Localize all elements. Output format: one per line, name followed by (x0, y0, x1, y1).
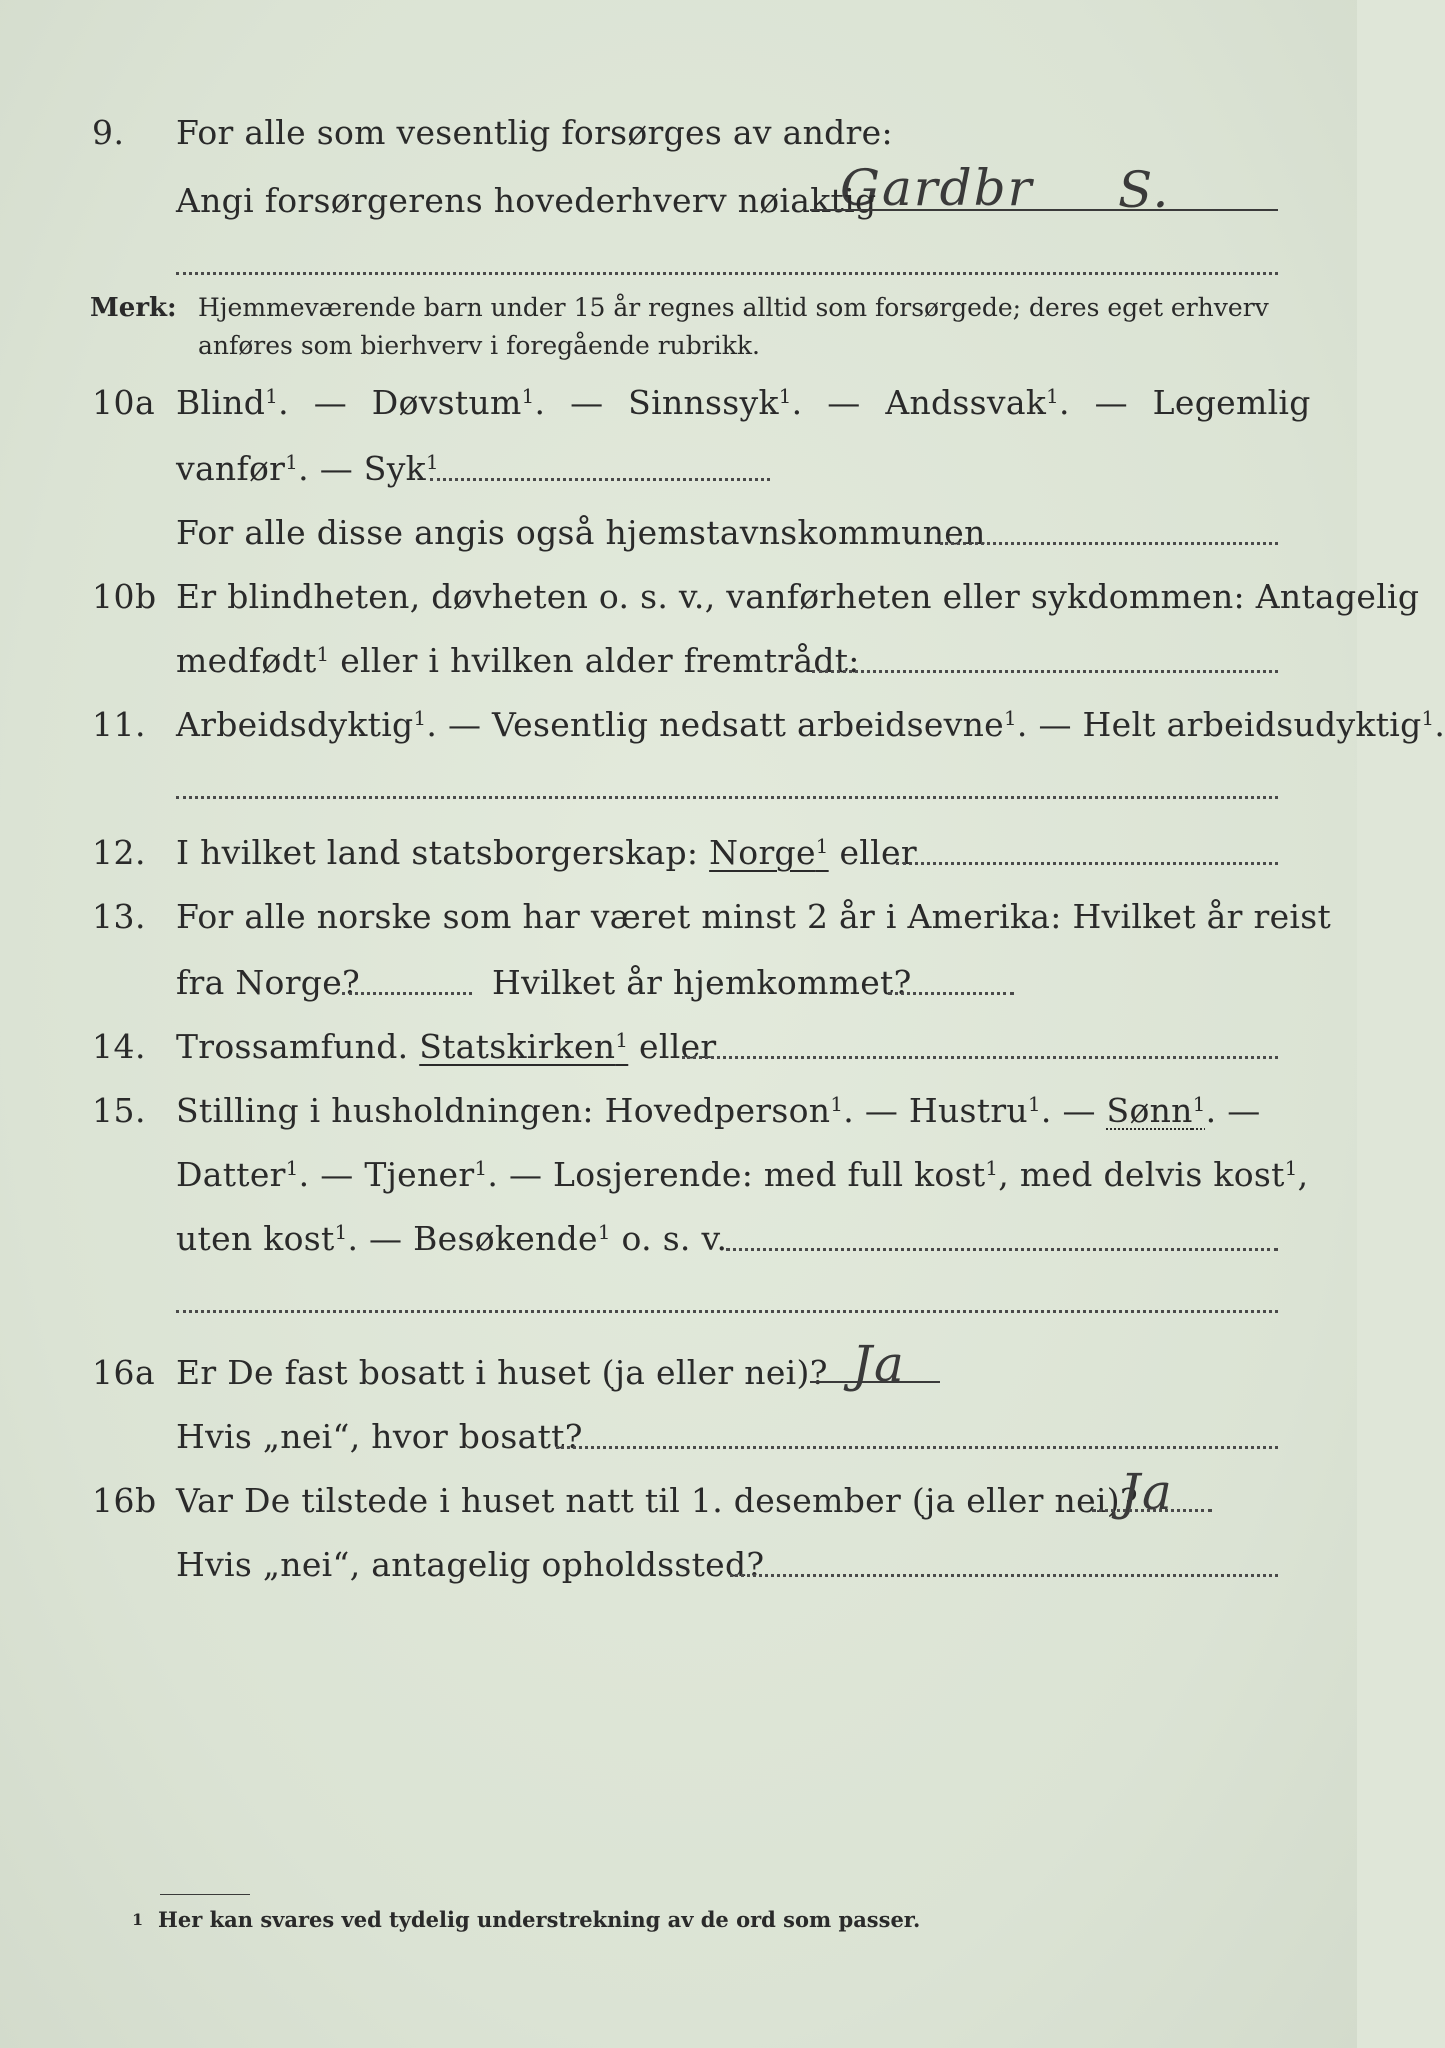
question-text: Var De tilstede i huset natt til 1. desember (ja eller nei)? (176, 1481, 1138, 1520)
question-number: 16a (92, 1353, 156, 1392)
question-text: Arbeidsdyktig$^1$. — Vesentlig nedsatt arbeidsevne$^1$. — Helt arbeidsudyktig$^1$. (176, 705, 1445, 744)
question-text: For alle norske som har været minst 2 år i Amerika: Hvilket år reist (176, 897, 1332, 936)
answer-line (342, 992, 472, 995)
question-text: Hvis „nei“, antagelig opholdssted? (176, 1545, 765, 1584)
question-text: Datter$^1$. — Tjener$^1$. — Losjerende: med full kost$^1$, med delvis kost$^1$, (176, 1155, 1309, 1194)
answer-line (176, 272, 1278, 275)
question-number: 13. (92, 897, 146, 936)
question-text: For alle som vesentlig forsørges av andre: (176, 113, 893, 152)
answer-line (176, 796, 1278, 799)
question-number: 16b (92, 1481, 157, 1520)
answer-line (682, 1056, 1278, 1059)
question-number: 10b (92, 577, 157, 616)
question-text: Angi forsørgerens hovederhverv nøiaktig (176, 181, 877, 220)
answer-line (176, 1310, 1278, 1313)
question-text: Hvis „nei“, hvor bosatt? (176, 1417, 583, 1456)
handwritten-answer: S. (1118, 161, 1171, 219)
question-text: Stilling i husholdningen: Hovedperson$^1$. — Hustru$^1$. — Sønn$^1$. — (176, 1091, 1261, 1130)
answer-line (812, 670, 1278, 673)
note-text: Hjemmeværende barn under 15 år regnes alltid som forsørgede; deres eget erhverv (198, 293, 1269, 322)
answer-line (888, 992, 1014, 995)
question-number: 12. (92, 833, 146, 872)
answer-line (726, 1248, 1278, 1251)
handwritten-answer: Ja (852, 1335, 906, 1393)
question-text: Trossamfund. Statskirken$^1$ eller (176, 1027, 717, 1066)
handwritten-answer: Gardbr (840, 159, 1034, 217)
question-text: Er blindheten, døvheten o. s. v., vanførheten eller sykdommen: Antagelig (176, 577, 1420, 616)
footnote-mark: 1 (132, 1910, 144, 1929)
question-text: Blind$^1$. — Døvstum$^1$. — Sinnssyk$^1$. — Andssvak$^1$. — Legemlig (176, 383, 1311, 422)
question-text: For alle disse angis også hjemstavnskommunen (176, 513, 986, 552)
question-number: 11. (92, 705, 146, 744)
answer-line (810, 209, 1278, 211)
underlined-option: Sønn$^1$ (1106, 1091, 1206, 1130)
question-text: Hvilket år hjemkommet? (492, 963, 912, 1002)
footnote-rule (160, 1894, 250, 1895)
answer-line (896, 862, 1278, 865)
question-text: fra Norge? (176, 963, 361, 1002)
answer-line (810, 1381, 940, 1383)
answer-line (430, 478, 770, 481)
question-text: medfødt$^1$ eller i hvilken alder fremtrådt: (176, 641, 860, 680)
question-text: I hvilket land statsborgerskap: Norge$^1$ eller (176, 833, 917, 872)
note-label: Merk: (90, 293, 177, 323)
underlined-option: Statskirken$^1$ (419, 1027, 629, 1066)
question-text: uten kost$^1$. — Besøkende$^1$ o. s. v. (176, 1219, 728, 1258)
question-text: vanfør$^1$. — Syk$^1$ (176, 449, 439, 488)
question-number: 15. (92, 1091, 146, 1130)
note-text: anføres som bierhverv i foregående rubrikk. (198, 331, 760, 360)
question-text: Er De fast bosatt i huset (ja eller nei)? (176, 1353, 828, 1392)
answer-line (730, 1574, 1278, 1577)
question-number: 14. (92, 1027, 146, 1066)
question-number: 10a (92, 383, 156, 422)
answer-line (940, 542, 1278, 545)
footnote-text: Her kan svares ved tydelig understrekning av de ord som passer. (158, 1907, 921, 1932)
answer-line (1092, 1509, 1212, 1512)
answer-line (556, 1446, 1278, 1449)
question-number: 9. (92, 113, 125, 152)
handwritten-answer: Ja (1120, 1463, 1174, 1521)
underlined-option: Norge$^1$ (709, 833, 829, 872)
